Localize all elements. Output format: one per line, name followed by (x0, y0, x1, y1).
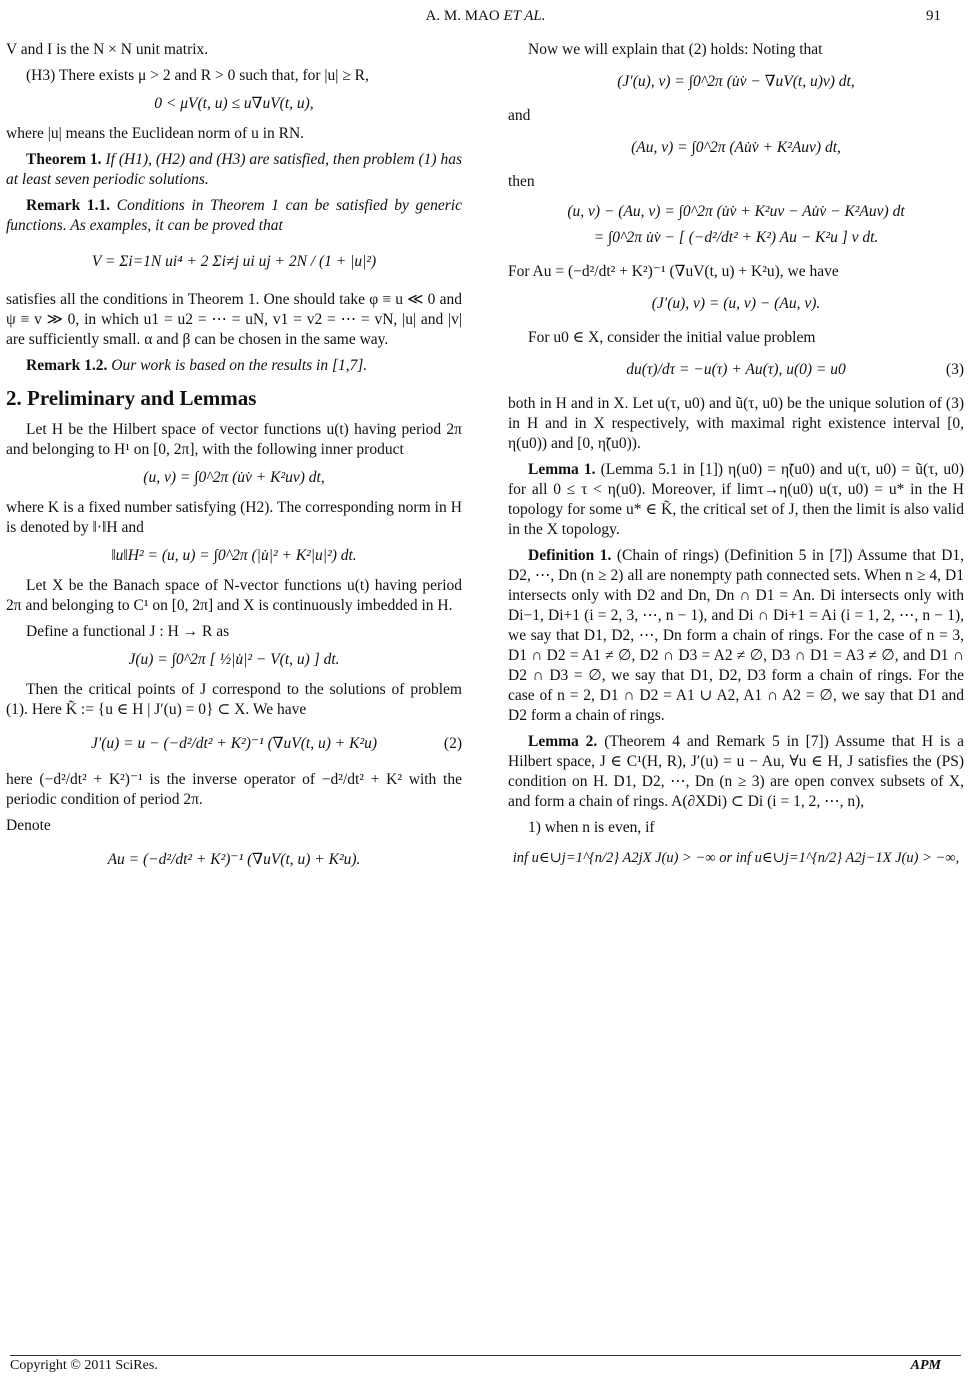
remark-1-2-text: Our work is based on the results in [1,7]. (111, 357, 368, 374)
remark-1-1-label: Remark 1.1. (26, 197, 111, 214)
left-column (6, 40, 462, 880)
theorem-1-label: Theorem 1. (26, 151, 102, 168)
page-number: 91 (926, 8, 941, 24)
norm-text: where |u| means the Euclidean norm of u in RN. (6, 125, 305, 142)
equation-functional: J(u) = ∫0^2π [ ½|u̇|² − V(t, u) ] dt. (128, 651, 340, 668)
page-footer (10, 1358, 961, 1380)
remark-1-1 (6, 196, 462, 236)
equation-au-v: (Au, v) = ∫0^2π (Au̇v̇ + K²Auv) dt, (631, 139, 841, 156)
definition-1-label: Definition 1. (528, 547, 612, 564)
hilbert-text: Let H be the Hilbert space of vector functions u(t) having period 2π and belonging to H¹ on [0, 2π], with the following inner product (6, 421, 462, 458)
functional-text: Define a functional J : H → R as (26, 623, 230, 640)
critical-points-text: Then the critical points of J correspond to the solutions of problem (1). Here K̃ := {u ∈ H | J′(u) = 0} ⊂ X. We have (6, 681, 462, 718)
matrix-text: V and I is the N × N unit matrix. (6, 41, 209, 58)
right-column (508, 40, 964, 868)
lemma-1-label: Lemma 1. (528, 461, 596, 478)
equation-jprime-v: (J′(u), v) = ∫0^2π (u̇v̇ − ∇uV(t, u)v) dt, (617, 73, 855, 90)
denote-text: Denote (6, 817, 51, 834)
lemma-1 (508, 460, 964, 540)
theorem-1-text: If (H1), (H2) and (H3) are satisfied, then problem (1) has at least seven periodic solutions. (6, 151, 463, 188)
definition-1 (508, 546, 964, 726)
equation-3-number: (3) (945, 361, 964, 378)
footer-divider (10, 1355, 961, 1356)
equation-inner-product: (u, v) = ∫0^2π (u̇v̇ + K²uv) dt, (143, 469, 325, 486)
equation-h3: 0 < μV(t, u) ≤ u∇uV(t, u), (154, 95, 314, 112)
running-head (0, 8, 971, 25)
equation-conclusion: (J′(u), v) = (u, v) − (Au, v). (651, 295, 821, 312)
hypothesis-h3: (H3) There exists μ > 2 and R > 0 such that, for |u| ≥ R, (26, 67, 369, 84)
section-title: 2. Preliminary and Lemmas (6, 386, 257, 410)
footer-copyright: Copyright © 2011 SciRes. (10, 1358, 158, 1373)
lemma-1-text: (Lemma 5.1 in [1]) η(u0) = η̃(u0) and u(τ, u0) = ũ(τ, u0) for all 0 ≤ τ < η(u0). Moreover, if limτ→η(u0) u(τ, u0) = u* in the H topology for some u* ∈ K̃, the critical set of J, then the limit is also valid in the X topology. (508, 461, 965, 538)
running-head-author: A. M. MAO (425, 8, 500, 24)
remark-1-2 (6, 356, 462, 376)
remark-1-2-label: Remark 1.2. (26, 357, 108, 374)
equation-2 (6, 734, 462, 754)
ivp-text: For u0 ∈ X, consider the initial value problem (528, 329, 816, 346)
norm-definition-text: where K is a fixed number satisfying (H2). The corresponding norm in H is denoted by ‖·‖H and (6, 499, 462, 536)
equation-norm-h: ‖u‖H² = (u, u) = ∫0^2π (|u̇|² + K²|u|²) dt. (111, 547, 357, 564)
for-au-text: For Au = (−d²/dt² + K²)⁻¹ (∇uV(t, u) + K²u), we have (508, 263, 839, 280)
explain-text: Now we will explain that (2) holds: Noting that (528, 41, 823, 58)
definition-1-text: (Chain of rings) (Definition 5 in [7]) Assume that D1, D2, ⋯, Dn (n ≥ 2) all are nonempty path connected sets. When n ≥ 4, D1 intersects only with D2 and Dn, Dn ∩ D1 = An. Di intersects only with Di−1, Di+1 (i = 2, 3, ⋯, n − 1), and Di ∩ Di+1 = Ai (i = 1, 2, ⋯, n − 1), we say that D1, D2, ⋯, Dn form a chain of rings. For the case of n = 3, D1 ∩ D2 = A1 ≠ ∅, D2 ∩ D3 = A2 ≠ ∅, D3 ∩ D1 = A3 ≠ ∅, and D1 ∩ D2 ∩ D3 = ∅, we say that D1, D2, D3 form a chain of rings. For the case of n = 2, D1 ∩ D2 = A1 ∪ A2, A1 ∩ A2 = ∅, we say that D1 and D2 form a chain of rings. (508, 547, 965, 724)
equation-difference-2: = ∫0^2π u̇v̇ − [ (−d²/dt² + K²) Au − K²u ] v dt. (593, 229, 879, 246)
page-header (0, 6, 971, 32)
equation-inf: inf u∈∪j=1^{n/2} A2jX J(u) > −∞ or inf u∈∪j=1^{n/2} A2j−1X J(u) > −∞, (512, 850, 960, 866)
item-1: 1) when n is even, if (528, 819, 655, 836)
banach-text: Let X be the Banach space of N-vector functions u(t) having period 2π and belonging to C¹ on [0, 2π] and X is continuously imbedded in H. (6, 577, 462, 614)
solution-text: both in H and in X. Let u(τ, u0) and ũ(τ, u0) be the unique solution of (3) in H and in X respectively, with maximal right existence interval [0, η(u0)) and [0, η̃(u0)). (508, 395, 964, 452)
equation-3-body: du(τ)/dτ = −u(τ) + Au(τ), u(0) = u0 (626, 361, 846, 378)
remark-1-1-text: Conditions in Theorem 1 can be satisfied by generic functions. As examples, it can be proved that (6, 197, 462, 234)
equation-2-body: J′(u) = u − (−d²/dt² + K²)⁻¹ (∇uV(t, u) + K²u) (90, 735, 378, 752)
running-head-etal: ET AL. (503, 8, 546, 24)
equation-a-operator: Au = (−d²/dt² + K²)⁻¹ (∇uV(t, u) + K²u). (107, 851, 361, 868)
footer-journal: APM (910, 1358, 941, 1373)
example-text: satisfies all the conditions in Theorem 1. One should take φ ≡ u ≪ 0 and ψ ≡ v ≫ 0, in which u1 = u2 = ⋯ = uN, v1 = v2 = ⋯ = vN, |u| and |v| are sufficiently small. α and β can be chosen in the same way. (6, 291, 462, 348)
lemma-2-text: (Theorem 4 and Remark 5 in [7]) Assume that H is a Hilbert space, J ∈ C¹(H, R), J′(u) = u − Au, ∀u ∈ H, J satisfies the (PS) condition on H. D1, D2, ⋯, Dn (n ≥ 3) are open convex subsets of X, and form a chain of rings. A(∂XDi) ⊂ Di (i = 1, 2, ⋯, n), (508, 733, 965, 810)
and-text: and (508, 107, 531, 124)
theorem-1 (6, 150, 462, 190)
lemma-2-label: Lemma 2. (528, 733, 598, 750)
lemma-2 (508, 732, 964, 812)
inverse-operator-text: here (−d²/dt² + K²)⁻¹ is the inverse operator of −d²/dt² + K² with the periodic condition of period 2π. (6, 771, 462, 808)
then-text: then (508, 173, 535, 190)
equation-3 (508, 360, 964, 380)
equation-difference-1: (u, v) − (Au, v) = ∫0^2π (u̇v̇ + K²uv − Au̇v̇ − K²Auv) dt (567, 203, 905, 220)
equation-2-number: (2) (443, 735, 462, 752)
equation-example: V = Σi=1N ui⁴ + 2 Σi≠j ui uj + 2N / (1 + |u|²) (91, 253, 377, 270)
